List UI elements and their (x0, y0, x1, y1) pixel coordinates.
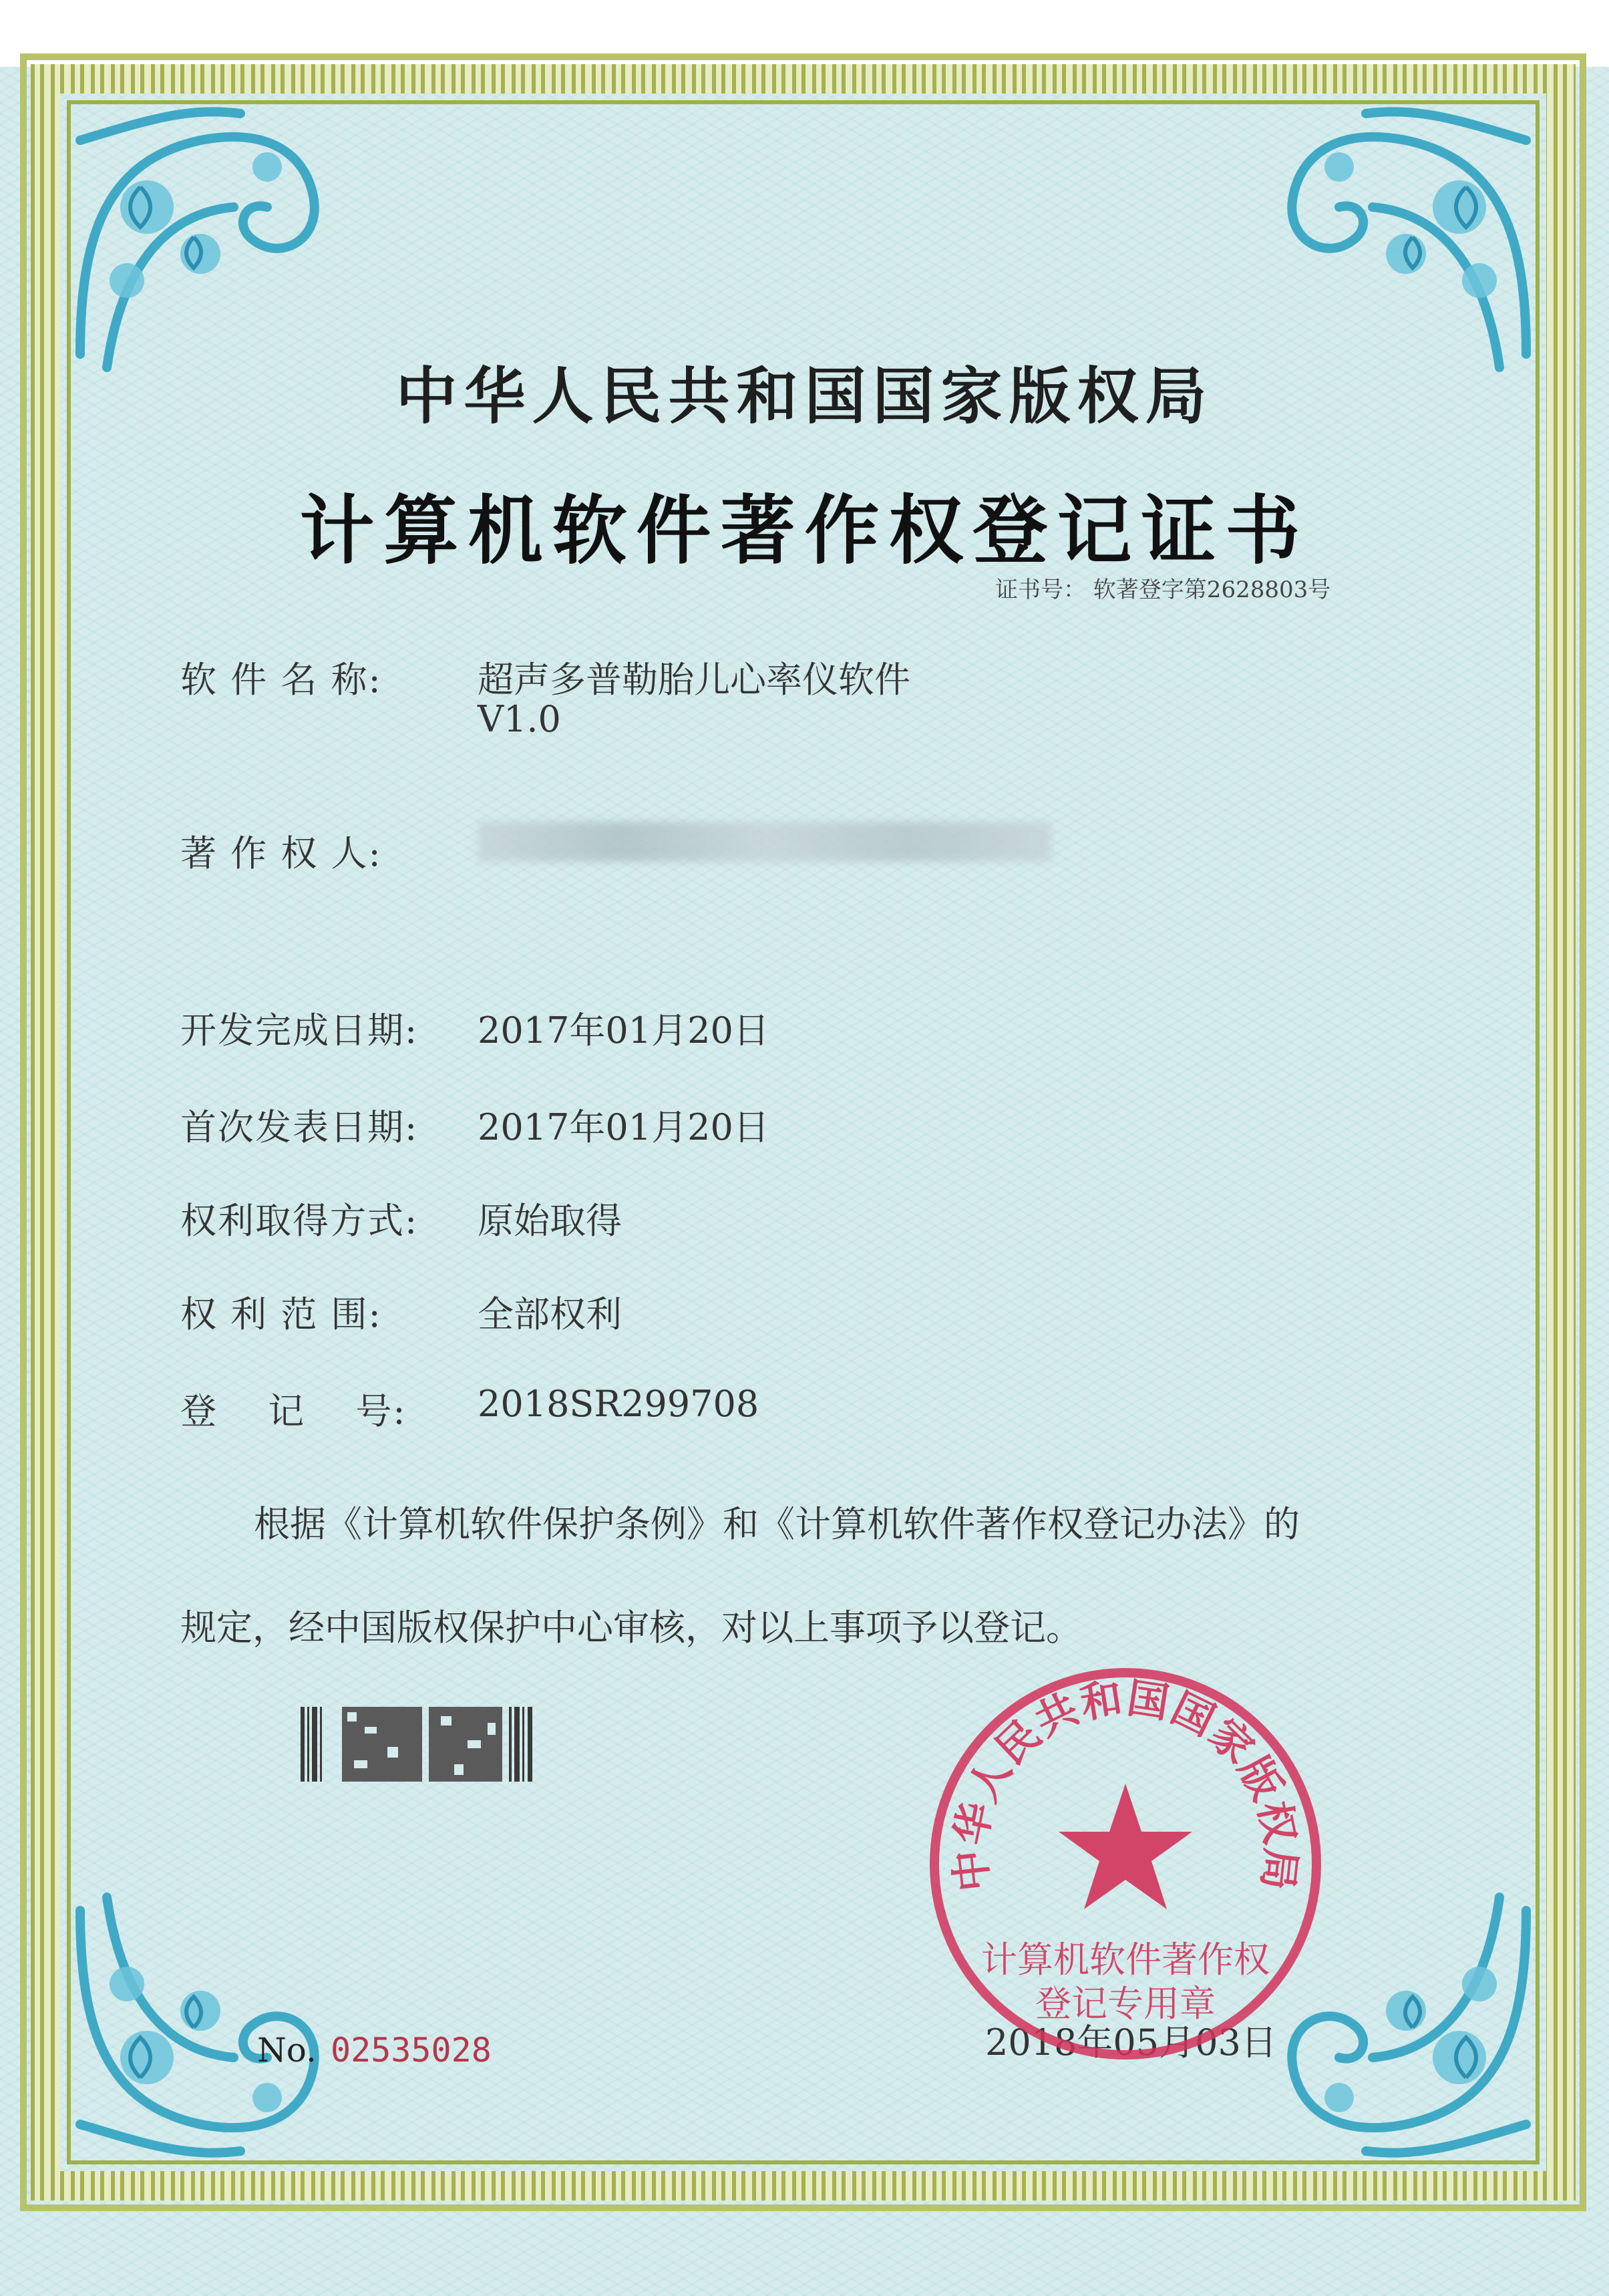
issuer-title: 中华人民共和国国家版权局 (395, 361, 1214, 432)
rights-acquisition-label: 权利取得方式: (180, 1200, 419, 1242)
seal-star-icon (1059, 1784, 1192, 1909)
statement-line-2: 规定，经中国版权保护中心审核，对以上事项予以登记。 (180, 1607, 1082, 1649)
barcode-icon (301, 1707, 534, 1782)
seal-center-line-2: 登记专用章 (1035, 1983, 1216, 2025)
copyright-owner-label: 著 作 权 人: (180, 832, 382, 874)
statement-line-1: 根据《计算机软件保护条例》和《计算机软件著作权登记办法》的 (254, 1503, 1300, 1545)
serial-label: No. (257, 2031, 317, 2070)
dev-completion-date-label: 开发完成日期: (180, 1009, 419, 1051)
certificate-title: 计算机软件著作权登记证书 (299, 487, 1310, 575)
first-publication-date-value: 2017年01月20日 (478, 1106, 769, 1148)
rights-acquisition-value: 原始取得 (478, 1200, 622, 1242)
seal-ring-text: 中华人民共和国国家版权局 (945, 1673, 1306, 1894)
rights-scope-label: 权 利 范 围: (180, 1293, 382, 1335)
first-publication-date-label: 首次发表日期: (180, 1106, 419, 1148)
corner-ornament-icon (67, 1884, 381, 2164)
software-version-value: V1.0 (478, 698, 561, 740)
registration-number-label: 登 记 号: (180, 1390, 407, 1432)
official-seal (925, 1663, 1326, 2064)
issue-date: 2018年05月03日 (985, 2021, 1277, 2064)
seal-center-line-1: 计算机软件著作权 (981, 1939, 1270, 1981)
rights-scope-value: 全部权利 (478, 1293, 622, 1335)
certificate-number: 证书号： 软著登字第2628803号 (995, 577, 1331, 603)
software-name-value: 超声多普勒胎儿心率仪软件 (478, 659, 910, 701)
registration-number-value: 2018SR299708 (478, 1383, 759, 1425)
corner-ornament-icon (67, 100, 381, 381)
serial-number: 02535028 (331, 2031, 492, 2070)
software-name-label: 软 件 名 称: (180, 659, 382, 701)
dev-completion-date-value: 2017年01月20日 (478, 1009, 769, 1051)
corner-ornament-icon (1226, 100, 1540, 381)
copyright-owner-redacted (478, 822, 1052, 862)
